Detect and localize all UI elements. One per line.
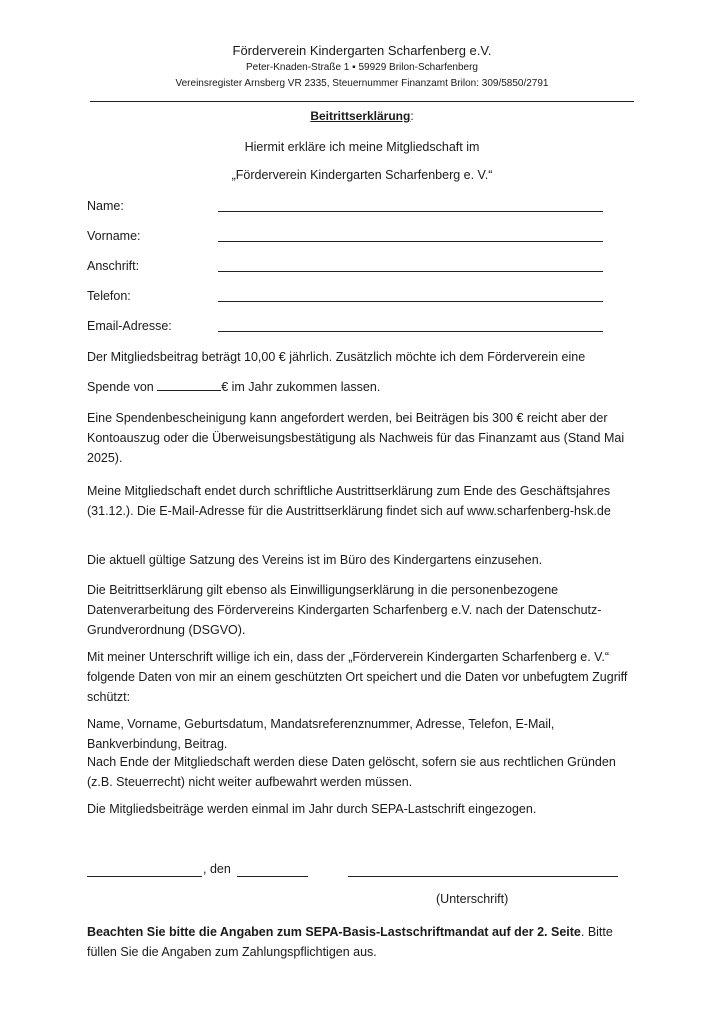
statute-paragraph: Die aktuell gültige Satzung des Vereins ist im Büro des Kindergartens einzusehen. [87,553,543,567]
title-suffix: : [410,109,414,123]
field-line-name[interactable] [218,211,603,212]
field-label-anschrift: Anschrift: [87,259,140,273]
org-name: Förderverein Kindergarten Scharfenberg e.V. [232,43,492,58]
receipt-paragraph: Eine Spendenbescheinigung kann angefordert werden, bei Beiträgen bis 300 € reicht aber der Kontoauszug oder die Überweisungsbestätigung als Nachweis für das Finanzamt aus (Stand Mai 2025). [87,411,625,465]
deletion-paragraph: Nach Ende der Mitgliedschaft werden diese Daten gelöscht, sofern sie aus rechtlichen Gründen (z.B. Steuerrecht) nicht weiter aufbewahrt werden müssen. [87,755,616,789]
termination-paragraph: Meine Mitgliedschaft endet durch schriftliche Austrittserklärung zum Ende des Geschäftsjahres (31.12.). Die E-Mail-Adresse für die Austrittserklärung findet sich auf www.scharfenberg-hsk.de [87,484,611,518]
field-label-name: Name: [87,199,124,213]
donation-prefix: Spende von [87,380,154,394]
sepa-paragraph: Die Mitgliedsbeiträge werden einmal im Jahr durch SEPA-Lastschrift eingezogen. [87,802,537,816]
field-label-email: Email-Adresse: [87,319,172,333]
org-register: Vereinsregister Arnsberg VR 2335, Steuernummer Finanzamt Brilon: 309/5850/2791 [175,78,549,89]
intro-line-1: Hiermit erkläre ich meine Mitgliedschaft im [244,140,480,154]
footer-rest: . Bitte füllen Sie die Angaben zum Zahlungspflichtigen aus. [87,925,613,959]
den-label: , den [203,862,231,876]
field-line-anschrift[interactable] [218,271,603,272]
intro-line-2: „Förderverein Kindergarten Scharfenberg e. V.“ [231,168,493,182]
data-list-paragraph: Name, Vorname, Geburtsdatum, Mandatsreferenznummer, Adresse, Telefon, E-Mail, Bankverbindung, Beitrag. [87,717,555,751]
footer-bold: Beachten Sie bitte die Angaben zum SEPA-Basis-Lastschriftmandat auf der 2. Seite [87,925,581,939]
field-line-telefon[interactable] [218,301,603,302]
field-line-email[interactable] [218,331,603,332]
place-blank[interactable] [87,876,202,877]
title-label: Beitrittserklärung [310,109,411,123]
header-divider [90,101,634,102]
field-label-telefon: Telefon: [87,289,131,303]
document-title [0,109,724,123]
donation-line [87,377,632,397]
date-blank[interactable] [237,876,308,877]
consent-paragraph: Die Beitrittserklärung gilt ebenso als Einwilligungserklärung in die personenbezogene Datenverarbeitung des Fördervereins Kindergarten Scharfenberg e.V. nach der Datenschutz-Grundverordnung (DSGVO). [87,583,602,637]
signature-consent-paragraph: Mit meiner Unterschrift willige ich ein, dass der „Förderverein Kindergarten Scharfenberg e. V.“ folgende Daten von mir an einem geschützten Ort speichert und die Daten vor unbefugtem Zugriff schützt: [87,650,628,704]
donation-amount-blank[interactable] [157,380,221,391]
signature-line[interactable] [348,876,618,877]
donation-suffix: € im Jahr zukommen lassen. [221,380,381,394]
fee-text: Der Mitgliedsbeitrag beträgt 10,00 € jährlich. Zusätzlich möchte ich dem Förderverein eine [87,350,586,364]
signature-label: (Unterschrift) [436,892,509,906]
field-label-vorname: Vorname: [87,229,141,243]
field-line-vorname[interactable] [218,241,603,242]
org-address: Peter-Knaden-Straße 1 ▪ 59929 Brilon-Scharfenberg [245,62,478,73]
footer-note [87,922,632,962]
